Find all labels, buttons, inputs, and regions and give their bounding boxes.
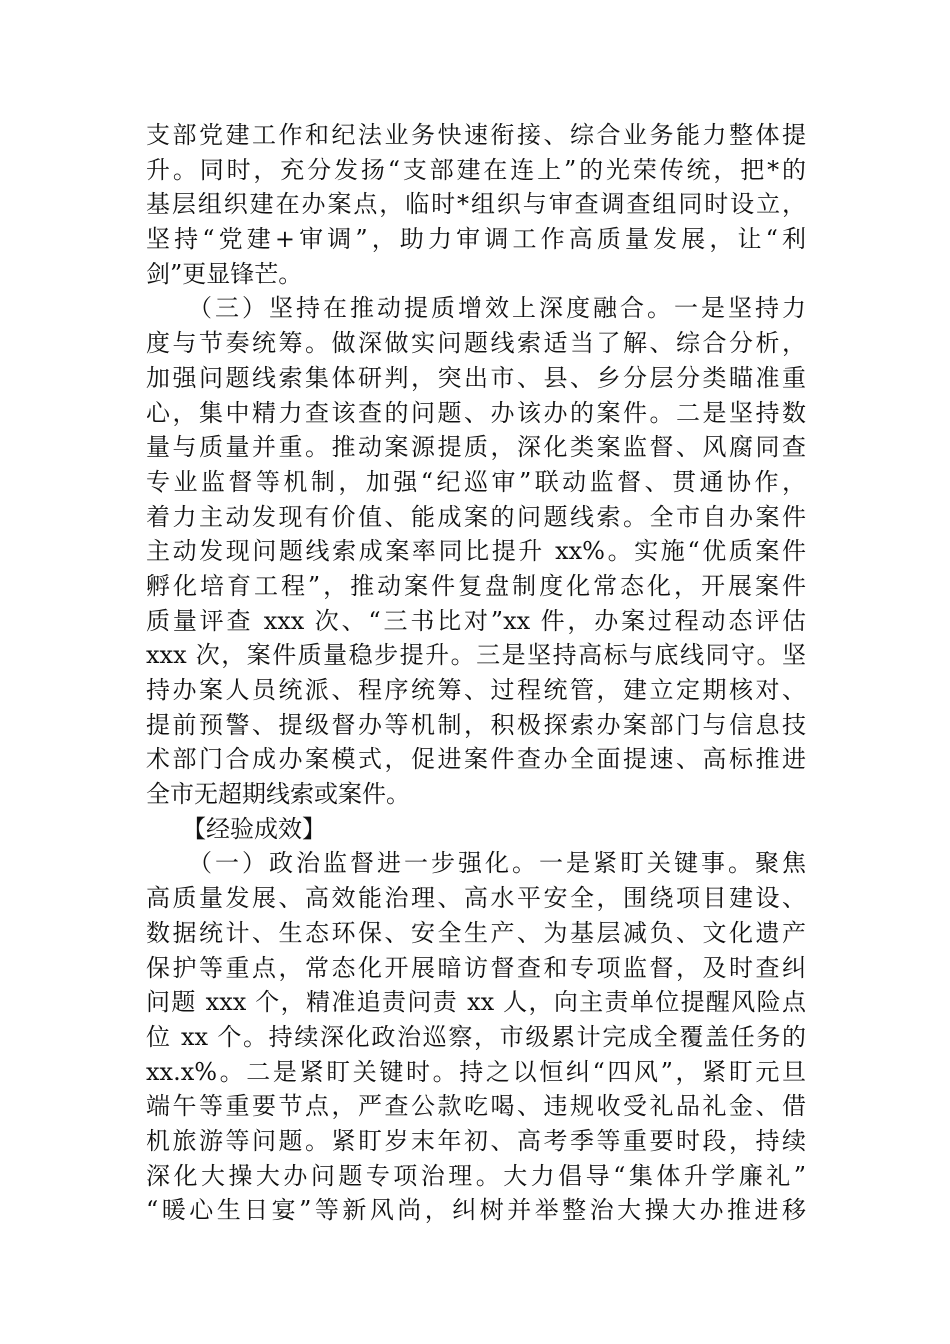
text-line: 支部党建工作和纪法业务快速衔接、综合业务能力整体提 — [146, 121, 806, 149]
text-line: 度与节奏统筹。做深做实问题线索适当了解、综合分析， — [146, 329, 806, 358]
text-line: 提前预警、提级督办等机制，积极探索办案部门与信息技 — [146, 710, 806, 739]
text-line: 持办案人员统派、程序统筹、过程统管，建立定期核对、 — [146, 676, 806, 704]
text-line: 端午等重要节点，严查公款吃喝、违规收受礼品礼金、借 — [146, 1092, 806, 1121]
text-line: 数据统计、生态环保、安全生产、为基层减负、文化遗产 — [146, 918, 806, 947]
body-text — [146, 118, 806, 1228]
text-line: 加强问题线索集体研判，突出市、县、乡分层分类瞄准重 — [146, 363, 806, 392]
text-line: （三）坚持在推动提质增效上深度融合。一是坚持力 — [146, 294, 806, 323]
text-line: xxx 次，案件质量稳步提升。三是坚持高标与底线同守。坚 — [146, 641, 806, 670]
text-line: 术部门合成办案模式，促进案件查办全面提速、高标推进 — [146, 745, 806, 774]
text-line: 位 xx 个。持续深化政治巡察，市级累计完成全覆盖任务的 — [146, 1022, 806, 1051]
text-line: 坚持“党建+审调”，助力审调工作高质量发展，让“利 — [146, 225, 806, 254]
text-line: 基层组织建在办案点，临时*组织与审查调查组同时设立， — [146, 190, 806, 219]
text-line: 剑”更显锋芒。 — [146, 259, 303, 288]
text-line: 量与质量并重。推动案源提质，深化类案监督、风腐同查 — [146, 433, 806, 462]
text-line: 保护等重点，常态化开展暗访督查和专项监督，及时查纠 — [146, 953, 806, 982]
text-line: 问题 xxx 个，精准追责问责 xx 人，向主责单位提醒风险点 — [146, 988, 806, 1017]
text-line: “暖心生日宴”等新风尚，纠树并举整治大操大办推进移 — [146, 1196, 806, 1225]
text-line: （一）政治监督进一步强化。一是紧盯关键事。聚焦 — [146, 849, 806, 878]
text-line: xx.x%。二是紧盯关键时。持之以恒纠“四风”，紧盯元旦 — [146, 1057, 806, 1086]
text-line: 质量评查 xxx 次、“三书比对”xx 件，办案过程动态评估 — [146, 606, 806, 635]
text-line: 专业监督等机制，加强“纪巡审”联动监督、贯通协作， — [146, 467, 806, 496]
text-line: 【经验成效】 — [146, 814, 326, 843]
text-line: 全市无超期线索或案件。 — [146, 780, 410, 809]
text-line: 升。同时，充分发扬“支部建在连上”的光荣传统，把*的 — [146, 155, 806, 184]
text-line: 孵化培育工程”，推动案件复盘制度化常态化，开展案件 — [146, 571, 806, 600]
text-line: 主动发现问题线索成案率同比提升 xx%。实施“优质案件 — [146, 537, 806, 566]
text-line: 心，集中精力查该查的问题、办该办的案件。二是坚持数 — [146, 398, 806, 427]
text-line: 深化大操大办问题专项治理。大力倡导“集体升学廉礼” — [146, 1161, 806, 1190]
text-line: 机旅游等问题。紧盯岁末年初、高考季等重要时段，持续 — [146, 1126, 806, 1155]
text-line: 着力主动发现有价值、能成案的问题线索。全市自办案件 — [146, 502, 806, 531]
text-line: 高质量发展、高效能治理、高水平安全，围绕项目建设、 — [146, 884, 806, 913]
